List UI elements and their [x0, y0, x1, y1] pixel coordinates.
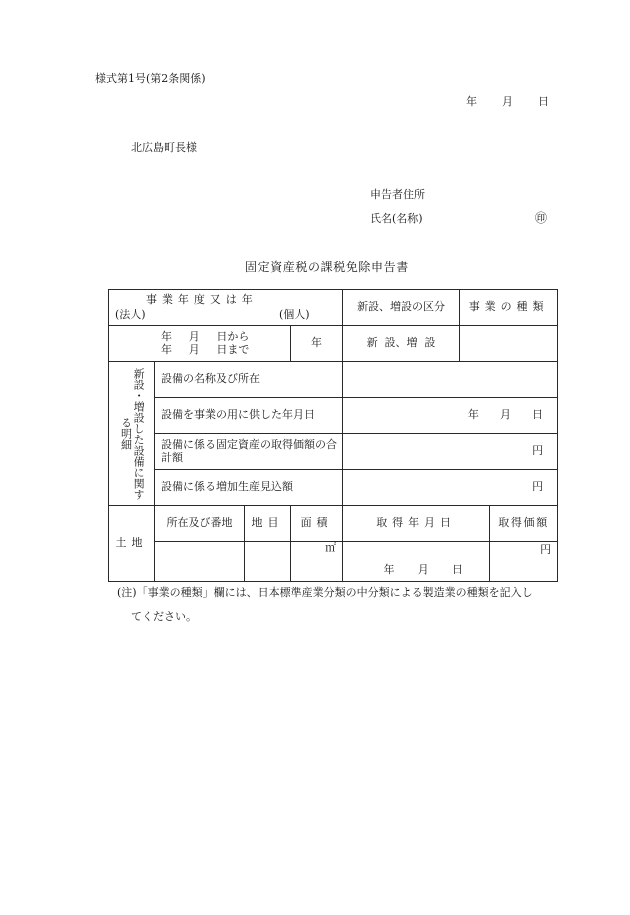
land-value-area[interactable] [291, 542, 343, 582]
land-header-location: 所在及び番地 [155, 506, 245, 542]
new-add-header: 新設、増設の区分 [343, 290, 460, 326]
equip-value-acq-total[interactable]: 円 [343, 434, 558, 470]
date-day-label: 日 [538, 95, 549, 108]
applicant-address-label: 申告者住所 [370, 188, 425, 201]
equip-value-name[interactable] [343, 362, 558, 398]
declaration-form-table [108, 289, 558, 582]
land-value-acq-price[interactable] [490, 542, 558, 582]
seal-mark: ㊞ [535, 211, 548, 225]
note-line-2: てください。 [131, 610, 197, 623]
equipment-group-label: 新設・増設した設備に関する明細 [119, 367, 146, 500]
equip-label-acq-total: 設備に係る固定資産の取得価額の合計額 [155, 434, 343, 470]
land-label: 土地 [109, 506, 155, 582]
date-month-label: 月 [502, 95, 513, 108]
equip-value-production[interactable]: 円 [343, 470, 558, 506]
period-from: 年 月 日から [161, 329, 250, 343]
document-title: 固定資産税の課税免除申告書 [245, 260, 409, 274]
addressee: 北広島町長様 [131, 141, 197, 154]
equipment-group-label-cell [109, 362, 155, 506]
land-header-area: 面積 [291, 506, 343, 542]
land-value-location[interactable] [155, 542, 245, 582]
area-unit: ㎡ [325, 541, 337, 554]
applicant-name-label: 氏名(名称) [370, 212, 423, 225]
period-to: 年 月 日まで [161, 342, 250, 356]
land-value-category[interactable] [245, 542, 291, 582]
land-header-acq-date: 取得年月日 [343, 506, 490, 542]
individual-label: (個人) [279, 308, 310, 321]
business-type-value[interactable] [460, 326, 558, 362]
fiscal-year-label: 事業年度又は年 [146, 293, 258, 306]
new-add-value[interactable]: 新 設、増 設 [343, 326, 460, 362]
date-year-label: 年 [466, 95, 477, 108]
corporation-label: (法人) [115, 308, 146, 321]
equip-label-production: 設備に係る増加生産見込額 [155, 470, 343, 506]
equip-label-date: 設備を事業の用に供した年月日 [155, 398, 343, 434]
form-number: 様式第1号(第2条関係) [95, 72, 206, 85]
land-value-acq-date[interactable]: 年 月 日 [343, 542, 490, 582]
year-cell[interactable]: 年 [291, 326, 343, 362]
note-line-1: (注)「事業の種類」欄には、日本標準産業分類の中分類による製造業の種類を記入し [117, 586, 533, 599]
business-type-header: 事業の種類 [460, 290, 558, 326]
fiscal-period-cell[interactable] [109, 326, 291, 362]
price-unit: 円 [540, 543, 552, 556]
land-header-acq-price: 取得価額 [490, 506, 558, 542]
equip-label-name: 設備の名称及び所在 [155, 362, 343, 398]
land-header-category: 地目 [245, 506, 291, 542]
equip-value-date[interactable]: 年 月 日 [343, 398, 558, 434]
fiscal-year-header-cell [109, 290, 343, 326]
